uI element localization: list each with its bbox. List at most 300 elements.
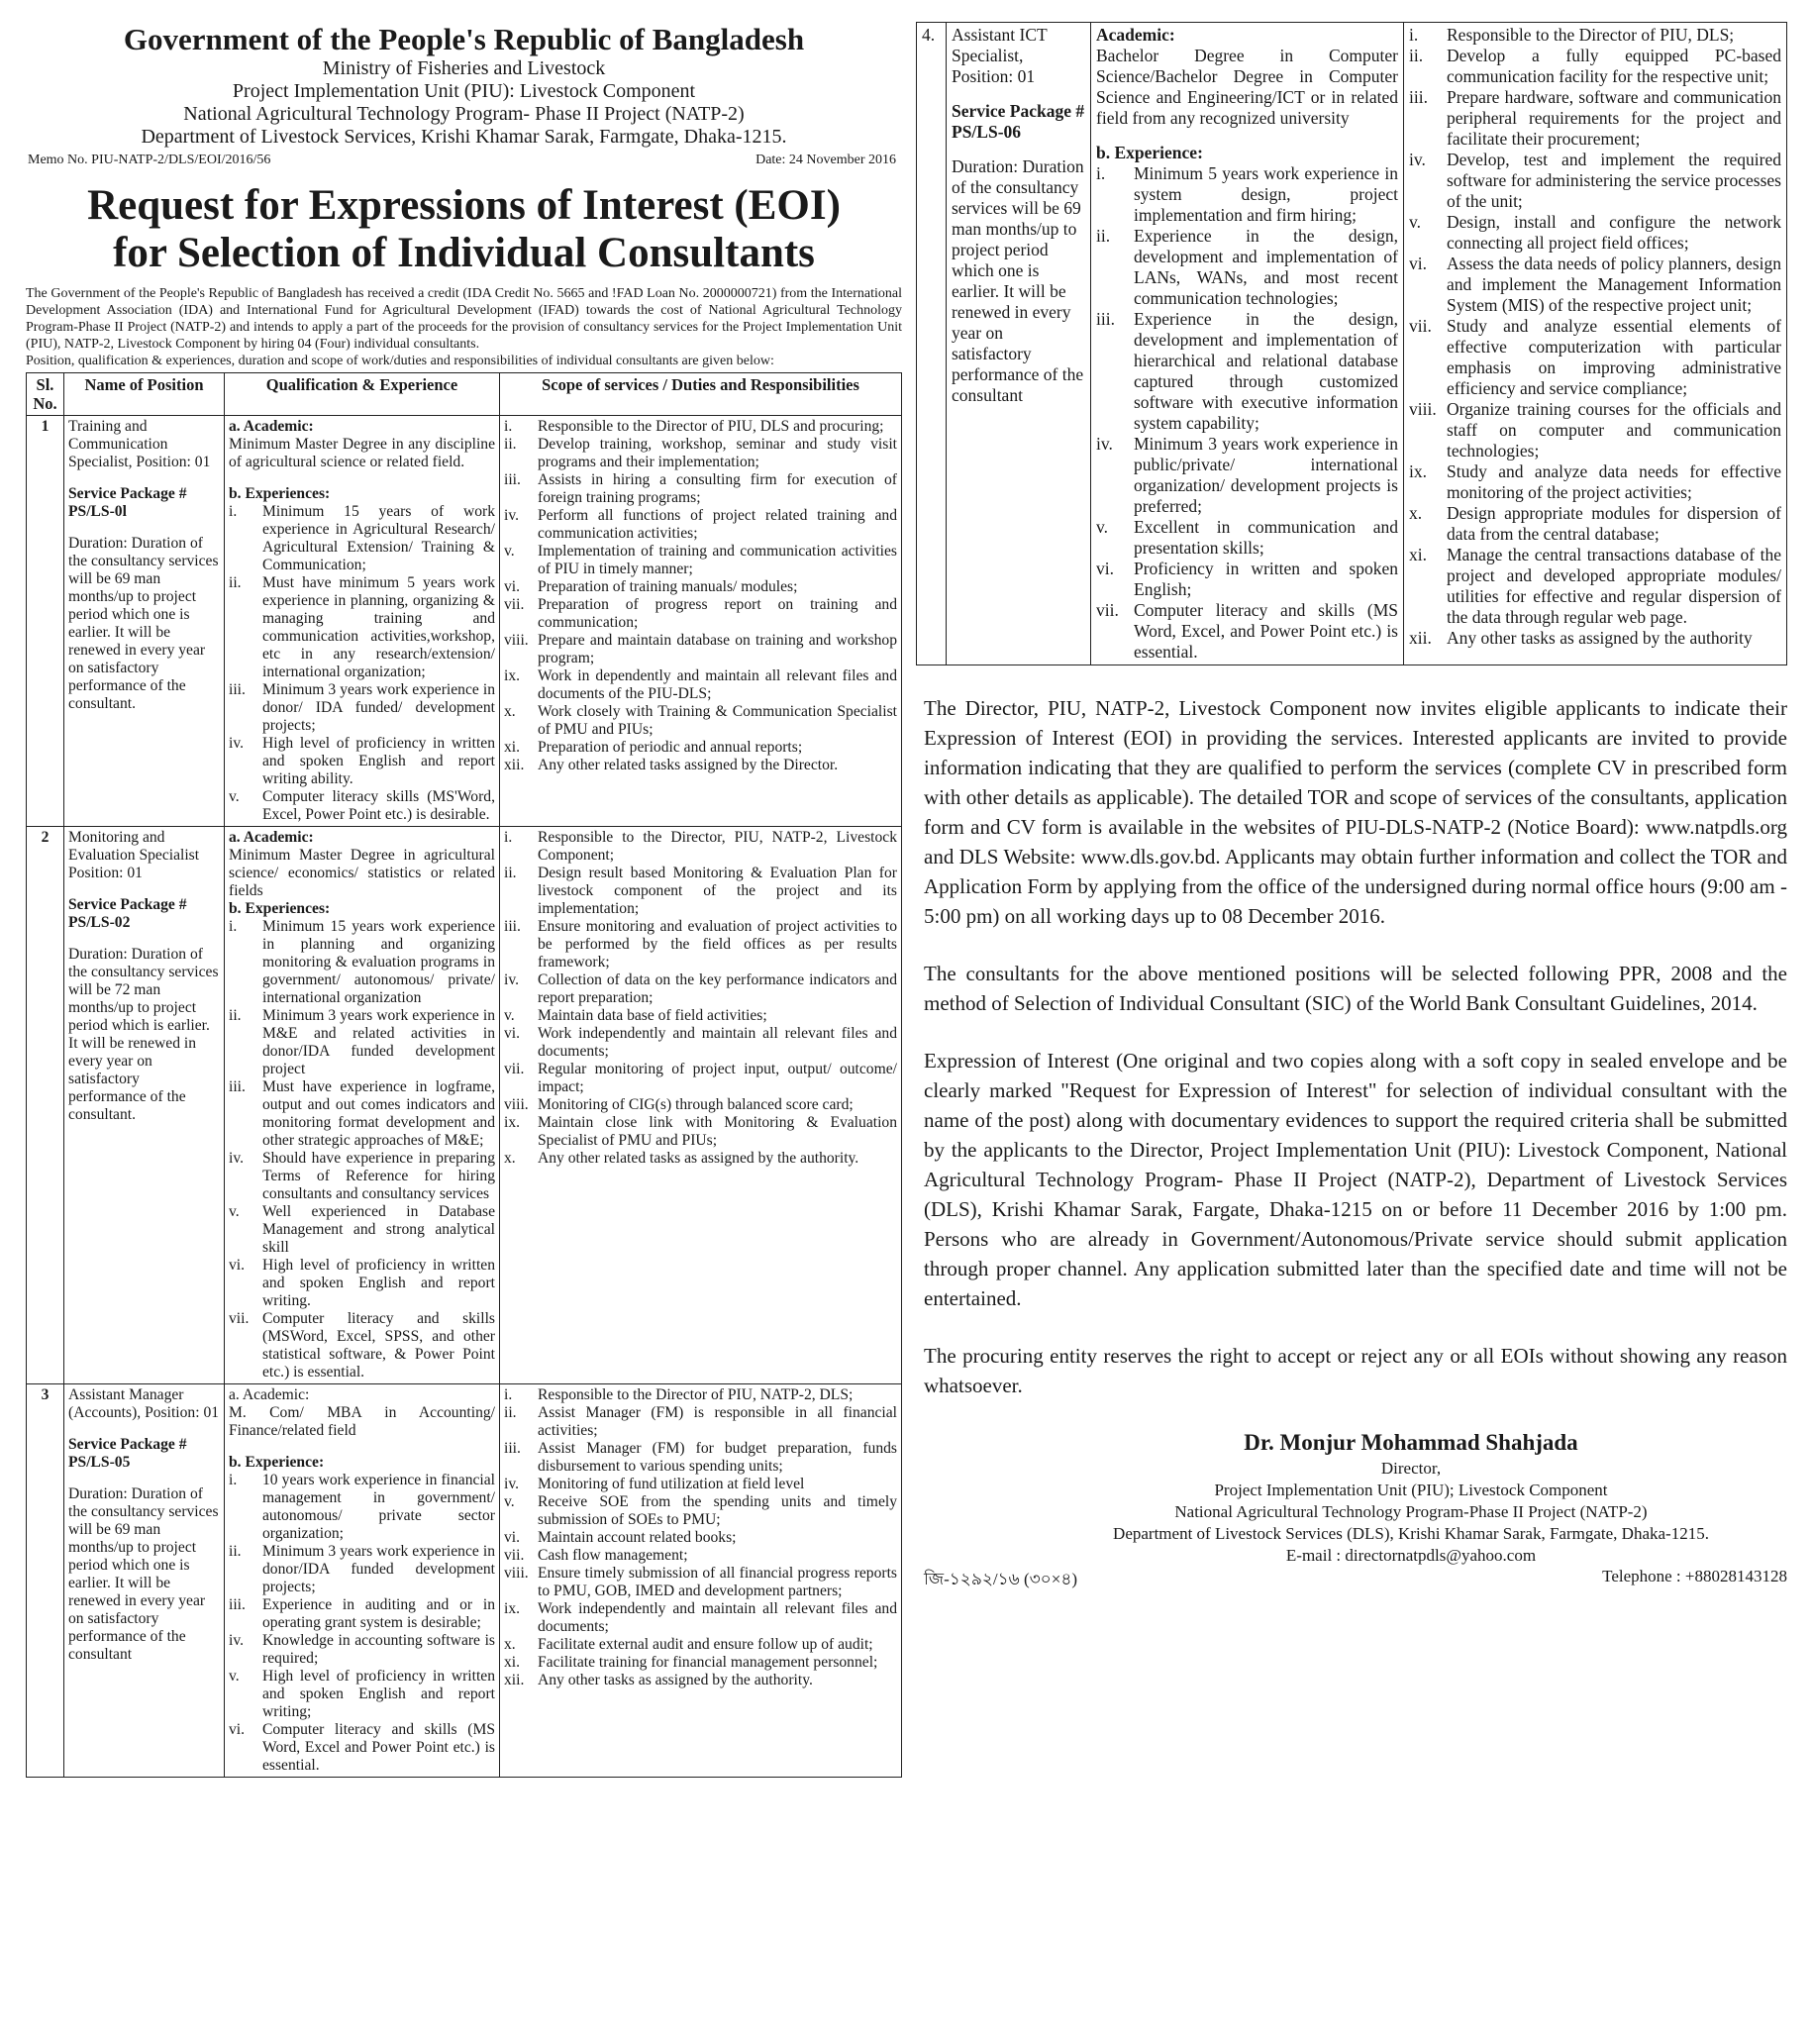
item-text: Assist Manager (FM) for budget preparation, funds disbursement to various spending units;	[538, 1440, 897, 1475]
list-item	[229, 1668, 495, 1721]
list-item	[504, 1600, 897, 1636]
item-number: vi.	[1409, 254, 1427, 273]
list-item	[229, 1203, 495, 1257]
item-text: Computer literacy and skills (MS Word, Excel and Power Point etc.) is essential.	[262, 1721, 495, 1774]
item-text: Minimum 3 years work experience in public/private/ international organization/ development projects is preferred;	[1134, 434, 1398, 516]
list-item	[1409, 628, 1781, 649]
item-number: v.	[229, 1668, 240, 1685]
org-name: Government of the People's Republic of Bangladesh	[123, 22, 805, 56]
package-label: Service Package #	[952, 101, 1085, 121]
item-number: x.	[504, 1636, 516, 1653]
list-item	[504, 578, 897, 596]
list-item	[1096, 517, 1398, 559]
item-number: vi.	[229, 1257, 246, 1274]
item-text: Assist Manager (FM) is responsible in all financial activities;	[538, 1404, 897, 1439]
duties-cell	[500, 1384, 902, 1778]
position-name: Training and Communication Specialist, Position: 01	[68, 418, 211, 470]
item-number: vii.	[504, 1061, 525, 1077]
intro-text: The Government of the People's Republic of Bangladesh has received a credit (IDA Credit No. 5665 and !FAD Loan No. 2000000721) from the International Development Association (IDA) and International Fund for Agricultural Development (IFAD) towards the cost of National Agricultural Technology Program-Phase II Project (NATP-2) and intends to apply a part of the proceeds for the provision of consultancy services for the Project Implementation Unit (PIU), NATP-2, Livestock Component by hiring 04 (Four) individual consultants.	[26, 286, 902, 352]
item-number: xi.	[504, 1654, 521, 1671]
duties-list	[1409, 25, 1781, 649]
position-name: Assistant ICT Specialist, Position: 01	[952, 25, 1048, 86]
col-header-duties: Scope of services / Duties and Responsibilities	[500, 373, 902, 416]
package-code: PS/LS-02	[68, 914, 131, 931]
item-number: ii.	[504, 865, 517, 881]
item-text: Minimum 15 years of work experience in Agricultural Research/ Agricultural Extension/ Training & Communication;	[262, 503, 495, 573]
item-number: iv.	[229, 1632, 245, 1649]
item-text: Computer literacy skills (MS'Word, Excel, Power Point etc.) is desirable.	[262, 788, 495, 823]
item-text: Implementation of training and communication activities of PIU in timely manner;	[538, 543, 897, 577]
item-number: ii.	[229, 1543, 242, 1560]
item-text: Maintain account related books;	[538, 1529, 737, 1546]
item-text: High level of proficiency in written and spoken English and report writing.	[262, 1257, 495, 1309]
package-label: Service Package #	[68, 1436, 187, 1453]
item-text: Design appropriate modules for dispersion of data from the central database;	[1447, 503, 1781, 544]
table-row	[917, 23, 1787, 665]
list-item	[504, 1493, 897, 1529]
item-text: Any other related tasks as assigned by the authority.	[538, 1150, 859, 1167]
list-item	[229, 1078, 495, 1150]
list-item	[504, 829, 897, 865]
item-number: v.	[1096, 517, 1108, 537]
list-item	[1096, 600, 1398, 663]
list-item	[504, 596, 897, 632]
list-item	[504, 1061, 897, 1096]
experience-list	[229, 503, 495, 824]
list-item	[1409, 399, 1781, 461]
list-item	[504, 1636, 897, 1654]
duties-list	[504, 829, 897, 1168]
qualification-cell	[225, 827, 500, 1384]
right-column	[916, 22, 1787, 1594]
item-number: ii.	[504, 436, 517, 453]
item-number: vii.	[504, 596, 525, 613]
item-number: iii.	[229, 681, 246, 698]
signature-block	[916, 1428, 1787, 1567]
sl-cell: 3	[27, 1384, 64, 1778]
list-item	[504, 971, 897, 1007]
experience-label: b. Experience:	[229, 1454, 325, 1471]
item-number: v.	[504, 543, 515, 560]
item-number: vi.	[504, 578, 521, 595]
item-text: Study and analyze data needs for effective monitoring of the project activities;	[1447, 461, 1781, 502]
position-name: Assistant Manager (Accounts), Position: 01	[68, 1386, 220, 1421]
item-text: Minimum 3 years work experience in M&E and related activities in donor/IDA funded development project	[262, 1007, 495, 1077]
item-number: ix.	[1409, 461, 1427, 481]
list-item	[504, 471, 897, 507]
item-number: ix.	[504, 667, 521, 684]
item-number: iv.	[1096, 434, 1113, 454]
list-item	[504, 436, 897, 471]
package-code: PS/LS-05	[68, 1454, 131, 1471]
list-item	[504, 418, 897, 436]
item-text: Responsible to the Director of PIU, NATP-2, DLS;	[538, 1386, 854, 1403]
item-number: xii.	[1409, 628, 1432, 648]
item-text: Maintain close link with Monitoring & Evaluation Specialist of PMU and PIUs;	[538, 1114, 897, 1149]
item-text: Minimum 3 years work experience in donor/IDA funded development projects;	[262, 1543, 495, 1595]
item-number: vi.	[1096, 559, 1114, 578]
item-number: i.	[504, 829, 513, 846]
item-number: i.	[229, 918, 238, 935]
package-label: Service Package #	[68, 485, 187, 502]
sl-cell: 2	[27, 827, 64, 1384]
table-row	[27, 1384, 902, 1778]
item-text: Regular monitoring of project input, output/ outcome/ impact;	[538, 1061, 897, 1095]
experience-label: b. Experiences:	[229, 485, 331, 502]
item-text: Assists in hiring a consulting firm for execution of foreign training programs;	[538, 471, 897, 506]
list-item	[229, 1721, 495, 1775]
item-text: Computer literacy and skills (MS Word, Excel, and Power Point etc.) is essential.	[1134, 600, 1398, 662]
duration-text: Duration: Duration of the consultancy services will be 69 man months/up to project period which one is earlier. It will be renewed in every year on satisfactory performance of the consultant	[952, 156, 1084, 405]
item-text: Any other tasks as assigned by the authority	[1447, 628, 1753, 648]
list-item	[229, 735, 495, 788]
item-text: Computer literacy and skills (MSWord, Excel, SPSS, and other statistical software, & Power Point etc.) is essential.	[262, 1310, 495, 1380]
academic-label: a. Academic:	[229, 1386, 310, 1403]
list-item	[504, 1654, 897, 1672]
item-text: Cash flow management;	[538, 1547, 688, 1564]
item-text: Experience in auditing and or in operating grant system is desirable;	[262, 1596, 495, 1631]
item-number: iii.	[1096, 309, 1115, 329]
list-item	[1409, 87, 1781, 150]
table-row	[27, 416, 902, 827]
item-number: vii.	[229, 1310, 250, 1327]
signatory-program: National Agricultural Technology Program-Phase II Project (NATP-2)	[1174, 1502, 1648, 1521]
item-number: ii.	[504, 1404, 517, 1421]
item-text: Design, install and configure the network connecting all project field offices;	[1447, 212, 1781, 253]
item-text: Develop training, workshop, seminar and study visit programs and their implementation;	[538, 436, 897, 470]
list-item	[1096, 163, 1398, 226]
item-number: ix.	[504, 1114, 521, 1131]
duration-text: Duration: Duration of the consultancy services will be 72 man months/up to project period which is earlier. It will be renewed in every year on satisfactory performance of the consultant.	[68, 946, 219, 1123]
item-text: High level of proficiency in written and spoken English and report writing;	[262, 1668, 495, 1720]
item-text: Organize training courses for the officials and staff on computer and communication technologies;	[1447, 399, 1781, 460]
list-item	[1409, 212, 1781, 254]
item-number: iii.	[1409, 87, 1428, 107]
left-column	[26, 22, 902, 1778]
duties-cell	[500, 416, 902, 827]
list-item	[504, 1025, 897, 1061]
duties-cell	[500, 827, 902, 1384]
rights-paragraph: The procuring entity reserves the right to accept or reject any or all EOIs without showing any reason whatsoever.	[924, 1344, 1787, 1397]
item-number: xi.	[1409, 545, 1427, 564]
item-text: Ensure timely submission of all financial progress reports to PMU, GOB, IMED and development partners;	[538, 1565, 897, 1599]
item-text: Any other related tasks assigned by the Director.	[538, 757, 839, 773]
position-cell	[64, 827, 225, 1384]
item-text: Prepare and maintain database on training and workshop program;	[538, 632, 897, 666]
footer-row	[916, 1567, 1787, 1594]
qualification-cell	[225, 1384, 500, 1778]
item-text: Monitoring of CIG(s) through balanced score card;	[538, 1096, 854, 1113]
signatory-email: E-mail : directornatpdls@yahoo.com	[1285, 1546, 1537, 1565]
position-name: Monitoring and Evaluation Specialist Position: 01	[68, 829, 200, 881]
package-code: PS/LS-06	[952, 122, 1022, 142]
item-text: Responsible to the Director, PIU, NATP-2, Livestock Component;	[538, 829, 897, 864]
signatory-name: Dr. Monjur Mohammad Shahjada	[1244, 1430, 1578, 1455]
item-number: xii.	[504, 757, 525, 773]
list-item	[504, 757, 897, 774]
positions-table	[26, 372, 902, 1778]
list-item	[504, 543, 897, 578]
item-text: Design result based Monitoring & Evaluation Plan for livestock component of the project and its implementation;	[538, 865, 897, 917]
list-item	[504, 1440, 897, 1476]
list-item	[504, 739, 897, 757]
experience-label: b. Experience:	[1096, 143, 1203, 162]
item-text: 10 years work experience in financial management in government/ autonomous/ private sector organization;	[262, 1472, 495, 1542]
memo-number: Memo No. PIU-NATP-2/DLS/EOI/2016/56	[28, 153, 271, 167]
item-number: ix.	[504, 1600, 521, 1617]
item-text: Facilitate external audit and ensure follow up of audit;	[538, 1636, 873, 1653]
item-number: ii.	[1096, 226, 1111, 246]
package-code: PS/LS-0l	[68, 503, 127, 520]
list-item	[229, 1310, 495, 1381]
item-number: viii.	[1409, 399, 1437, 419]
item-number: i.	[504, 1386, 513, 1403]
item-text: Prepare hardware, software and communication peripheral requirements for the project and facilitate their procurement;	[1447, 87, 1781, 149]
duration-text: Duration: Duration of the consultancy services will be 69 man months/up to project period which one is earlier. It will be renewed in every year on satisfactory performance of the consultant	[68, 1485, 219, 1663]
invitation-paragraph: The Director, PIU, NATP-2, Livestock Component now invites eligible applicants to indicate their Expression of Interest (EOI) in providing the services. Interested applicants are invited to provide information indicating that they are qualified to perform the services (complete CV in prescribed form with other details as applicable). The detailed TOR and scope of services of the consultants, application form and CV form is available in the websites of PIU-DLS-NATP-2 (Notice Board): www.natpdls.org and DLS Website: www.dls.gov.bd. Applicants may obtain further information and collect the TOR and Application Form by applying from the office of the undersigned during normal office hours (9:00 am - 5:00 pm) on all working days up to 08 December 2016.	[924, 696, 1787, 928]
position-cell	[64, 416, 225, 827]
item-text: Work closely with Training & Communication Specialist of PMU and PIUs;	[538, 703, 897, 738]
item-number: v.	[229, 1203, 240, 1220]
item-text: Proficiency in written and spoken English;	[1134, 559, 1398, 599]
list-item	[1096, 309, 1398, 434]
list-item	[229, 788, 495, 824]
list-item	[229, 918, 495, 1007]
item-number: vi.	[504, 1025, 521, 1042]
piu-line: Project Implementation Unit (PIU): Livestock Component	[232, 80, 696, 102]
item-number: viii.	[504, 1565, 529, 1582]
item-number: x.	[504, 703, 516, 720]
academic-text: Minimum Master Degree in any discipline of agricultural science or related field.	[229, 436, 495, 470]
row4-duties-cell	[1404, 23, 1787, 665]
item-number: vii.	[504, 1547, 525, 1564]
publication-code: জি-১২৯২/১৬ (৩০×৪)	[924, 1570, 1078, 1588]
item-number: vii.	[1409, 316, 1432, 336]
list-item	[1409, 150, 1781, 212]
academic-text: Minimum Master Degree in agricultural science/ economics/ statistics or related fields	[229, 847, 495, 899]
list-item	[229, 1596, 495, 1632]
list-item	[229, 1472, 495, 1543]
item-number: x.	[1409, 503, 1423, 523]
item-number: x.	[504, 1150, 516, 1167]
list-item	[504, 1404, 897, 1440]
item-text: Excellent in communication and presentation skills;	[1134, 517, 1398, 558]
item-text: Monitoring of fund utilization at field level	[538, 1476, 805, 1492]
item-number: i.	[504, 418, 513, 435]
signatory-unit: Project Implementation Unit (PIU); Livestock Component	[1214, 1481, 1608, 1499]
package-label: Service Package #	[68, 896, 187, 913]
item-text: Knowledge in accounting software is required;	[262, 1632, 495, 1667]
item-number: i.	[1096, 163, 1106, 183]
col-header-position: Name of Position	[64, 373, 225, 416]
list-item	[1096, 559, 1398, 600]
item-text: High level of proficiency in written and spoken English and report writing ability.	[262, 735, 495, 787]
sl-cell: 1	[27, 416, 64, 827]
list-item	[229, 681, 495, 735]
item-text: Maintain data base of field activities;	[538, 1007, 767, 1024]
list-item	[504, 1150, 897, 1168]
row4-qualification-cell	[1091, 23, 1404, 665]
item-number: viii.	[504, 632, 529, 649]
item-number: xii.	[504, 1672, 525, 1688]
list-item	[504, 632, 897, 667]
list-item	[229, 1543, 495, 1596]
item-text: Minimum 15 years work experience in planning and organizing monitoring & evaluation programs in government/ autonomous/ private/ international organization	[262, 918, 495, 1006]
col-header-sl: Sl. No.	[27, 373, 64, 416]
item-number: iii.	[504, 471, 521, 488]
item-text: Must have minimum 5 years work experience in planning, organizing & managing training and communication activities,workshop, etc in any research/extension/ international organization;	[262, 574, 495, 680]
item-text: Well experienced in Database Management and strong analytical skill	[262, 1203, 495, 1256]
address-line: Department of Livestock Services, Krishi Khamar Sarak, Farmgate, Dhaka-1215.	[141, 126, 787, 148]
item-number: iv.	[504, 507, 520, 524]
item-text: Any other tasks as assigned by the authority.	[538, 1672, 813, 1688]
signatory-title: Director,	[1380, 1459, 1442, 1478]
intro-note: Position, qualification & experiences, duration and scope of work/duties and responsibilities of individual consultants are given below:	[26, 354, 774, 368]
memo-date: Date: 24 November 2016	[755, 153, 896, 167]
list-item	[504, 1096, 897, 1114]
item-number: v.	[1409, 212, 1421, 232]
list-item	[229, 1257, 495, 1310]
title-line-2: for Selection of Individual Consultants	[113, 230, 815, 276]
item-text: Preparation of periodic and annual reports;	[538, 739, 803, 756]
item-text: Minimum 3 years work experience in donor/ IDA funded/ development projects;	[262, 681, 495, 734]
item-number: v.	[504, 1007, 515, 1024]
list-item	[504, 1529, 897, 1547]
item-text: Preparation of training manuals/ modules;	[538, 578, 798, 595]
list-item	[229, 503, 495, 574]
item-text: Should have experience in preparing Terms of Reference for hiring consultants and consultancy services	[262, 1150, 495, 1202]
list-item	[1409, 25, 1781, 46]
item-number: iv.	[229, 1150, 245, 1167]
item-number: xi.	[504, 739, 521, 756]
program-line: National Agricultural Technology Program- Phase II Project (NATP-2)	[183, 103, 745, 125]
table-row	[27, 827, 902, 1384]
item-text: Minimum 5 years work experience in system design, project implementation and firm hiring;	[1134, 163, 1398, 225]
list-item	[504, 1007, 897, 1025]
list-item	[1409, 461, 1781, 503]
item-number: i.	[229, 503, 238, 520]
duration-text: Duration: Duration of the consultancy services will be 69 man months/up to project period which one is earlier. It will be renewed in every year on satisfactory performance of the consultant.	[68, 535, 219, 712]
experience-list	[229, 918, 495, 1381]
item-text: Preparation of progress report on training and communication;	[538, 596, 897, 631]
academic-label: a. Academic:	[229, 829, 314, 846]
item-text: Study and analyze essential elements of effective computerization with particular emphasis on improving administrative efficiency and service compliance;	[1447, 316, 1781, 398]
row4-sl: 4.	[917, 23, 947, 665]
list-item	[1096, 226, 1398, 309]
qualification-cell	[225, 416, 500, 827]
item-text: Responsible to the Director of PIU, DLS;	[1447, 25, 1735, 45]
list-item	[504, 1386, 897, 1404]
item-text: Facilitate training for financial management personnel;	[538, 1654, 878, 1671]
list-item	[504, 1565, 897, 1600]
item-number: iv.	[504, 1476, 520, 1492]
list-item	[229, 574, 495, 681]
item-number: ii.	[1409, 46, 1424, 65]
item-number: iv.	[1409, 150, 1426, 169]
item-number: i.	[1409, 25, 1419, 45]
item-number: vi.	[229, 1721, 246, 1738]
item-text: Must have experience in logframe, output and out comes indicators and monitoring format development and other strategic approaches of M&E;	[262, 1078, 495, 1149]
list-item	[504, 1672, 897, 1689]
experience-label: b. Experiences:	[229, 900, 331, 917]
list-item	[229, 1632, 495, 1668]
item-text: Receive SOE from the spending units and timely submission of SOEs to PMU;	[538, 1493, 897, 1528]
item-text: Experience in the design, development and implementation of LANs, WANs, and most recent communication technologies;	[1134, 226, 1398, 308]
academic-label: a. Academic:	[229, 418, 314, 435]
position-4-table	[916, 22, 1787, 665]
item-number: vii.	[1096, 600, 1119, 620]
item-text: Ensure monitoring and evaluation of project activities to be performed by the field offices as per results framework;	[538, 918, 897, 971]
submission-paragraph: Expression of Interest (One original and two copies along with a soft copy in sealed envelope and be clearly marked "Request for Expression of Interest" for selection of individual consultant with the name of the post) along with documentary evidences to support the required criteria shall be submitted by the applicants to the Director, Project Implementation Unit (PIU): Livestock Component, National Agricultural Technology Program- Phase II Project (NATP-2), Department of Livestock Services (DLS), Krishi Khamar Sarak, Fargate, Dhaka-1215 on or before 11 December 2016 by 1:00 pm. Persons who are already in Government/Autonomous/Private service should submit application through proper channel. Any application submitted later than the specified date and time will not be entertained.	[924, 1049, 1787, 1310]
item-number: iii.	[504, 1440, 521, 1457]
list-item	[229, 1007, 495, 1078]
item-number: iii.	[229, 1596, 246, 1613]
list-item	[1409, 503, 1781, 545]
item-number: iii.	[504, 918, 521, 935]
list-item	[504, 507, 897, 543]
selection-paragraph: The consultants for the above mentioned positions will be selected following PPR, 2008 and the method of Selection of Individual Consultant (SIC) of the World Bank Consultant Guidelines, 2014.	[924, 962, 1787, 1015]
memo-row	[28, 153, 896, 168]
academic-label: Academic:	[1096, 25, 1175, 45]
item-number: v.	[229, 788, 240, 805]
item-number: iv.	[504, 971, 520, 988]
list-item	[504, 703, 897, 739]
list-item	[504, 1114, 897, 1150]
item-number: iii.	[229, 1078, 246, 1095]
item-text: Work in dependently and maintain all relevant files and documents of the PIU-DLS;	[538, 667, 897, 702]
list-item	[504, 667, 897, 703]
position-cell	[64, 1384, 225, 1778]
item-number: v.	[504, 1493, 515, 1510]
ministry: Ministry of Fisheries and Livestock	[322, 57, 606, 79]
list-item	[1409, 46, 1781, 87]
item-text: Perform all functions of project related training and communication activities;	[538, 507, 897, 542]
duties-list	[504, 1386, 897, 1689]
item-number: viii.	[504, 1096, 529, 1113]
page-title	[26, 182, 902, 277]
experience-list	[1096, 163, 1398, 663]
item-number: ii.	[229, 574, 242, 591]
experience-list	[229, 1472, 495, 1775]
item-text: Assess the data needs of policy planners, design and implement the Management Information System (MIS) of the respective project unit;	[1447, 254, 1781, 315]
item-number: i.	[229, 1472, 238, 1488]
header	[26, 22, 902, 149]
telephone: Telephone : +88028143128	[1602, 1567, 1787, 1585]
list-item	[504, 865, 897, 918]
col-header-qualification: Qualification & Experience	[225, 373, 500, 416]
item-text: Responsible to the Director of PIU, DLS and procuring;	[538, 418, 884, 435]
item-text: Work independently and maintain all relevant files and documents;	[538, 1025, 897, 1060]
item-text: Experience in the design, development and implementation of hierarchical and relational database captured through customized software with executive information system capability;	[1134, 309, 1398, 433]
item-number: ii.	[229, 1007, 242, 1024]
row4-position-cell	[947, 23, 1091, 665]
list-item	[1409, 254, 1781, 316]
item-number: vi.	[504, 1529, 521, 1546]
signatory-address: Department of Livestock Services (DLS), Krishi Khamar Sarak, Farmgate, Dhaka-1215.	[1113, 1524, 1709, 1543]
list-item	[1096, 434, 1398, 517]
list-item	[504, 1476, 897, 1493]
list-item	[1409, 316, 1781, 399]
item-text: Manage the central transactions database of the project and developed appropriate modules/ utilities for effective and regular dispersion of the data through regular web page.	[1447, 545, 1781, 627]
academic-text: M. Com/ MBA in Accounting/ Finance/related field	[229, 1404, 495, 1439]
title-line-1: Request for Expressions of Interest (EOI)	[87, 182, 841, 229]
list-item	[504, 918, 897, 971]
duties-list	[504, 418, 897, 774]
item-text: Develop, test and implement the required software for administering the service processes of the unit;	[1447, 150, 1781, 211]
item-text: Develop a fully equipped PC-based communication facility for the respective unit;	[1447, 46, 1781, 86]
item-number: iv.	[229, 735, 245, 752]
item-text: Work independently and maintain all relevant files and documents;	[538, 1600, 897, 1635]
